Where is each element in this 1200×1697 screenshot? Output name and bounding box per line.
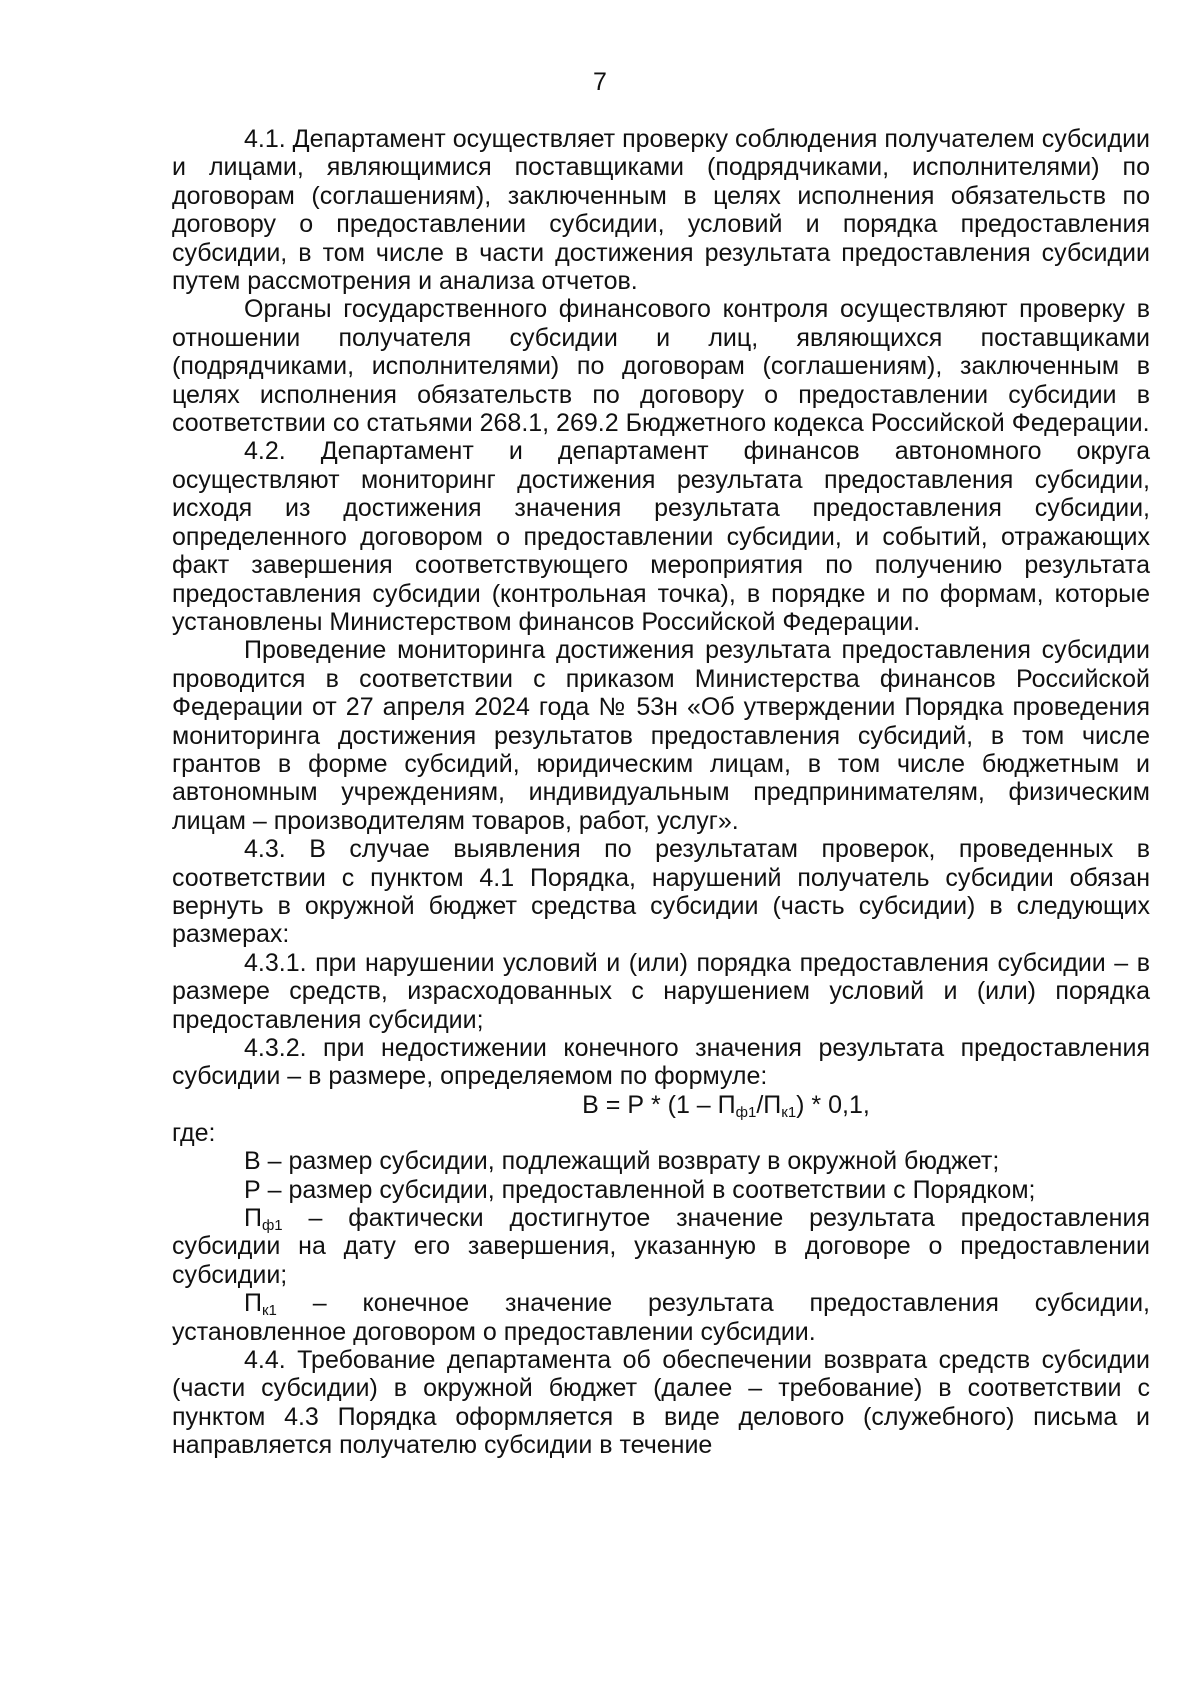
formula — [172, 1091, 1150, 1119]
paragraph-4-2: 4.2. Департамент и департамент финансов автономного округа осуществляют мониторинг достижения результата предоставления субсидии, исходя из достижения значения результата предоставления субсидии, определенного договором о предоставлении субсидии, и событий, отражающих факт завершения соответствующего мероприятия по получению результата предоставления субсидии (контрольная точка), в порядке и по формам, которые установлены Министерством финансов Российской Федерации. — [172, 437, 1150, 636]
paragraph-4-4: 4.4. Требование департамента об обеспечении возврата средств субсидии (части субсидии) в окружной бюджет (далее – требование) в соответствии с пунктом 4.3 Порядка оформляется в виде делового (служебного) письма и направляется получателю субсидии в течение — [172, 1346, 1150, 1460]
paragraph-4-3: 4.3. В случае выявления по результатам проверок, проведенных в соответствии с пунктом 4.1 Порядка, нарушений получатель субсидии обязан вернуть в окружной бюджет средства субсидии (часть субсидии) в следующих размерах: — [172, 835, 1150, 949]
pk1-text: – конечное значение результата предоставления субсидии, установленное договором о предоставлении субсидии. — [172, 1289, 1150, 1346]
formula-sub-2: к1 — [781, 1103, 797, 1121]
formula-part-2: /П — [756, 1090, 782, 1119]
paragraph-4-1: 4.1. Департамент осуществляет проверку соблюдения получателем субсидии и лицами, являющимися поставщиками (подрядчиками, исполнителями) по договорам (соглашениям), заключенным в целях исполнения обязательств по договору о предоставлении субсидии, условий и порядка предоставления субсидии, в том числе в части достижения результата предоставления субсидии путем рассмотрения и анализа отчетов. — [172, 125, 1150, 296]
pf1-symbol: П — [244, 1204, 262, 1233]
page-number: 7 — [593, 68, 607, 96]
paragraph-4-3-1: 4.3.1. при нарушении условий и (или) порядка предоставления субсидии – в размере средств, израсходованных с нарушением условий и (или) порядка предоставления субсидии; — [172, 948, 1150, 1034]
formula-sub-1: ф1 — [735, 1103, 757, 1121]
definition-v: В – размер субсидии, подлежащий возврату в окружной бюджет; — [244, 1147, 1000, 1176]
pf1-subscript: ф1 — [261, 1217, 283, 1235]
pk1-subscript: к1 — [261, 1302, 277, 1320]
definition-pk1 — [172, 1289, 1150, 1346]
paragraph-monitoring: Проведение мониторинга достижения результата предоставления субсидии проводится в соответствии с приказом Министерства финансов Российской Федерации от 27 апреля 2024 года № 53н «Об утверждении Порядка проведения мониторинга достижения результатов предоставления субсидий, в том числе грантов в форме субсидий, юридическим лицам, в том числе бюджетным и автономным учреждениям, индивидуальным предпринимателям, физическим лицам – производителям товаров, работ, услуг». — [172, 636, 1150, 835]
formula-part-1: В = Р * (1 – П — [582, 1090, 736, 1119]
document-body — [172, 125, 1150, 1460]
paragraph-control-bodies: Органы государственного финансового контроля осуществляют проверку в отношении получателя субсидии и лиц, являющихся поставщиками (подрядчиками, исполнителями) по договорам (соглашениям), заключенным в целях исполнения обязательств по договору о предоставлении субсидии в соответствии со статьями 268.1, 269.2 Бюджетного кодекса Российской Федерации. — [172, 295, 1150, 438]
formula-part-3: ) * 0,1, — [796, 1090, 870, 1119]
paragraph-4-3-2: 4.3.2. при недостижении конечного значения результата предоставления субсидии – в размере, определяемом по формуле: — [172, 1034, 1150, 1091]
definition-p: Р – размер субсидии, предоставленной в соответствии с Порядком; — [244, 1175, 1036, 1204]
pk1-symbol: П — [244, 1289, 262, 1318]
where-label: где: — [172, 1118, 216, 1147]
pf1-text: – фактически достигнутое значение результата предоставления субсидии на дату его завершения, указанную в договоре о предоставлении субсидии; — [172, 1204, 1150, 1289]
definition-pf1 — [172, 1204, 1150, 1289]
